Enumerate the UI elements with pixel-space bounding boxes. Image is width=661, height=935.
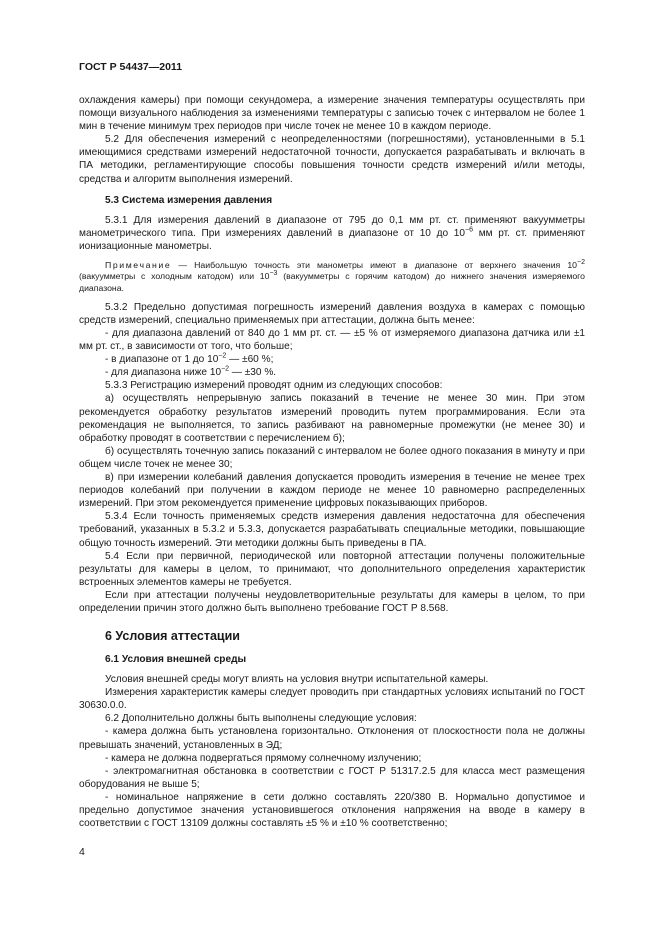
document-body — [79, 94, 585, 830]
text-run: - для диапазона ниже 10 — [105, 367, 222, 379]
note-label: Примечание — [105, 259, 172, 270]
paragraph-5-3-1 — [79, 214, 585, 253]
note — [79, 260, 585, 294]
text-run: — Наибольшую точность эти манометры имеют в диапазоне от верхнего значения 10 — [171, 259, 578, 270]
superscript: −2 — [221, 365, 230, 373]
paragraph-5-4: 5.4 Если при первичной, периодической или повторной аттестации получены положительные результаты для камеры в целом, то принимают, что дополнительного определения характеристик встроенных элементов камеры не требуется. — [79, 550, 585, 588]
paragraph: Если при аттестации получены неудовлетворительные результаты для камеры в целом, то при определении причин этого должно быть выполнено требование ГОСТ Р 8.568. — [79, 589, 585, 614]
page-header: ГОСТ Р 54437—2011 — [79, 61, 183, 73]
list-item: - номинальное напряжение в сети должно составлять 220/380 В. Нормально допустимое и предельно допустимое значения установившегося отклонения напряжения на вводе в камеру в соответствии с ГОСТ 13109 должны составлять ±5 % и ±10 % соответственно; — [79, 791, 585, 830]
heading-6: 6 Условия аттестации — [105, 629, 240, 644]
paragraph: охлаждения камеры) при помощи секундомера, а измерение значения температуры осуществлять при помощи визуального наблюдения за изменениями температуры с записью точек с интервалом не более 1 мин в течение минимум трех периодов при числе точек не менее 10 в каждом периоде. — [79, 95, 585, 133]
list-item: б) осуществлять точечную запись показаний с интервалом не более одного показания в минуту и при общем числе точек не менее 30; — [79, 445, 585, 470]
list-item — [79, 366, 585, 379]
heading-5-3: 5.3 Система измерения давления — [105, 194, 273, 206]
list-item: в) при измерении колебаний давления допускается проводить измерения в течение не менее трех периодов колебаний при получении в каждом периоде не менее 10 равномерно распределенных измерений. При этом рекомендуется применение цифровых показывающих приборов. — [79, 472, 585, 510]
text-run: 5.3.1 Для измерения давлений в диапазоне от 795 до 0,1 мм рт. ст. применяют вакуумметры манометрического типа. При измерениях давлений в диапазоне от 10 до 10 — [79, 214, 585, 239]
superscript: −2 — [218, 352, 227, 360]
paragraph-5-3-3: 5.3.3 Регистрацию измерений проводят одним из следующих способов: — [105, 380, 443, 392]
superscript: −6 — [465, 226, 474, 234]
paragraph-5-2: 5.2 Для обеспечения измерений с неопределенностями (погрешностями), установленными в 5.1 имеющимися средствами измерений недостаточной точности, допускается разрабатывать и включать в ПА методики, регламентирующие способы повышения точности средств измерений и/или методы, средства и алгоритм выполнения измерений. — [79, 134, 585, 185]
superscript: −3 — [269, 270, 278, 278]
list-item: - камера не должна подвергаться прямому солнечному излучению; — [105, 752, 422, 764]
paragraph-5-3-4: 5.3.4 Если точность применяемых средств измерения давления недостаточна для обеспечения требований, указанных в 5.3.2 и 5.3.3, допускается разрабатывать специальные методики, повышающие общую точность измерений. Эти методики должны быть приведены в ПА. — [79, 511, 585, 549]
text-run: (вакуумметры с горячим катодом) до нижнего значения измеряемого диапазона. — [79, 271, 585, 293]
paragraph-5-3-2: 5.3.2 Предельно допустимая погрешность измерений давления воздуха в камерах с помощью средств измерений, специально применяемых при аттестации, должна быть менее: — [79, 301, 585, 326]
list-item: а) осуществлять непрерывную запись показаний в течение не менее 30 мин. При этом рекомендуется обработку результатов измерений проводить путем программирования. Если эта рекомендация не выполняется, то запись разбивают на равномерные промежутки (не менее 30) и обработку проводят в соответствии с перечислением б); — [79, 393, 585, 444]
text-run: — ±60 %; — [226, 354, 274, 366]
text-run: мм рт. ст. применяют ионизационные манометры. — [79, 227, 586, 252]
paragraph: Условия внешней среды могут влиять на условия внутри испытательной камеры. — [105, 674, 489, 686]
superscript: −2 — [577, 259, 585, 267]
list-item: - для диапазона давлений от 840 до 1 мм рт. ст. — ±5 % от измеряемого диапазона датчика или ±1 мм рт. ст., в зависимости от того, что больше; — [79, 328, 585, 353]
list-item: - электромагнитная обстановка в соответствии с ГОСТ Р 51317.2.5 для класса мест размещения оборудования не выше 5; — [79, 765, 585, 790]
text-run: — ±30 %. — [229, 367, 277, 379]
text-run: - в диапазоне от 1 до 10 — [105, 354, 219, 366]
list-item — [79, 353, 585, 366]
text-run: (вакуумметры с холодным катодом) или 10 — [79, 271, 270, 282]
list-item: - камера должна быть установлена горизонтально. Отклонения от плоскостности пола не должны превышать значений, установленных в ЭД; — [79, 726, 585, 751]
heading-6-1: 6.1 Условия внешней среды — [105, 654, 247, 666]
paragraph: Измерения характеристик камеры следует проводить при стандартных условиях испытаний по ГОСТ 30630.0.0. — [79, 687, 585, 712]
paragraph-6-2: 6.2 Дополнительно должны быть выполнены следующие условия: — [105, 713, 417, 725]
page-number: 4 — [79, 846, 85, 858]
